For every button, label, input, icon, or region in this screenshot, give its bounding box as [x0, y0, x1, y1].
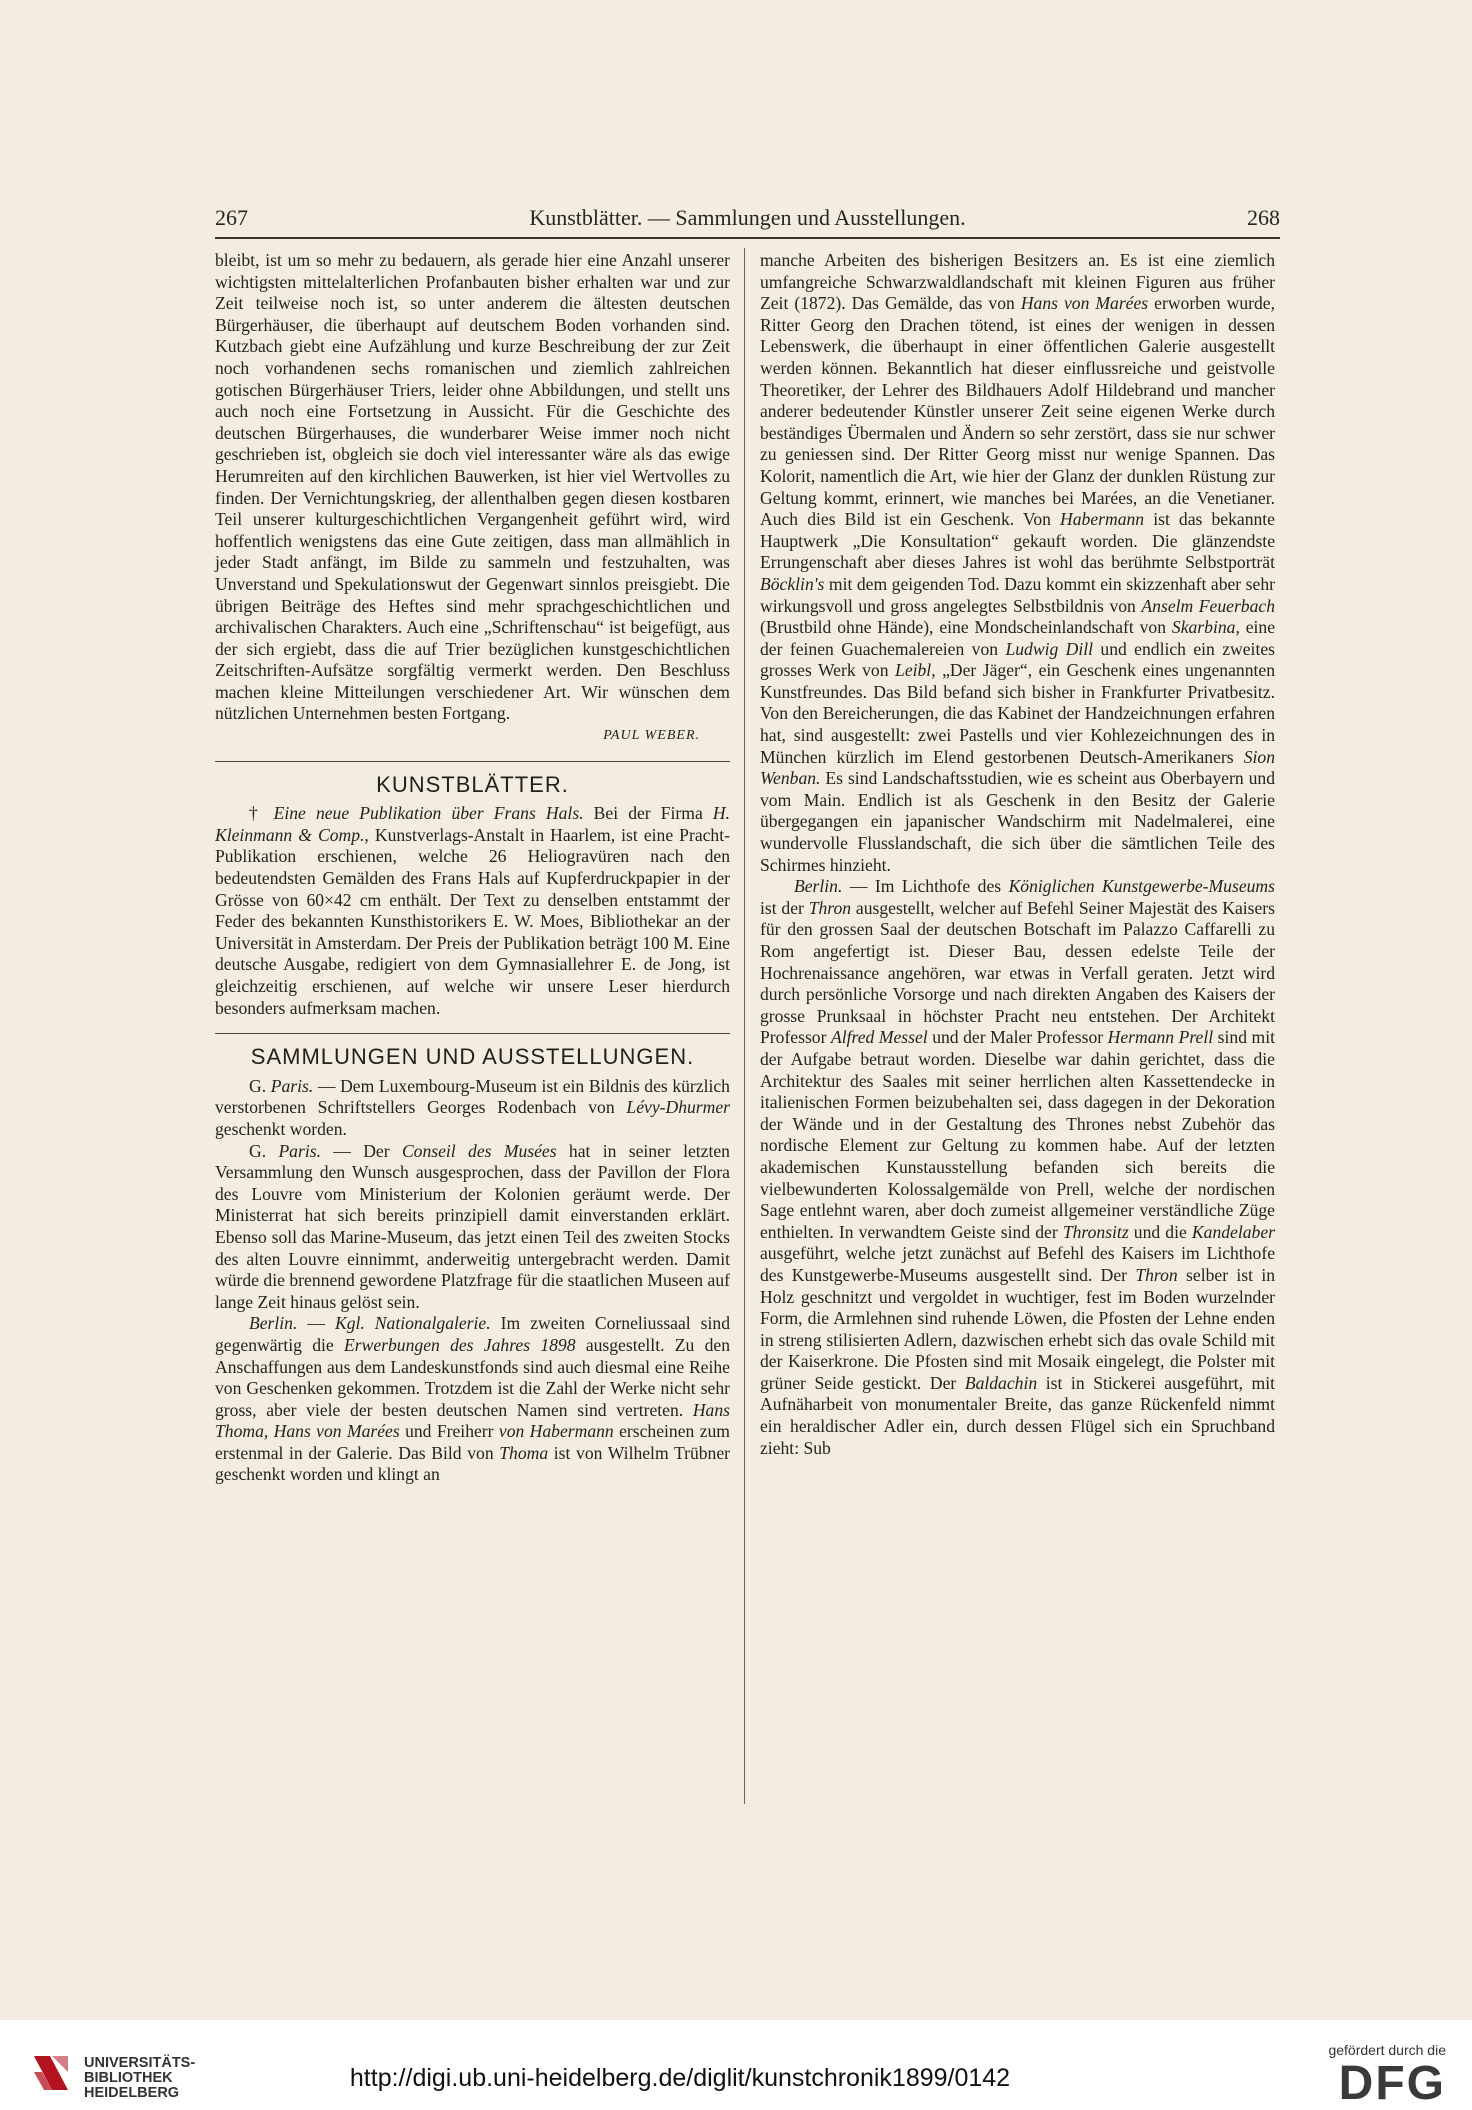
- permalink-url[interactable]: http://digi.ub.uni-heidelberg.de/diglit/kunstchronik1899/0142: [349, 2064, 1011, 2092]
- text-run: ist von Wilhelm Trübner geschenkt worden und klingt an: [215, 1442, 731, 1485]
- text-run: , eine der feinen Guachemalereien von: [760, 617, 1276, 659]
- artist-name: Böcklin's: [760, 573, 825, 594]
- text-run: —: [297, 1313, 335, 1334]
- column-divider: [744, 248, 745, 1804]
- trier-review-paragraph: bleibt, ist um so mehr zu bedauern, als gerade hier eine Anzahl unserer wichtigsten mittelalterlichen Profanbauten bisher erhalten war und zur Zeit teilweise noch ist, so unter anderem die ältesten deutschen Bürgerhäuser, die überhaupt auf deutschem Boden vorhanden sind. Kutzbach giebt eine Aufzählung und kurze Beschreibung der zur Zeit noch vorhandenen sechs romanischen und ziemlich zahlreichen gotischen Bürgerhäuser Triers, leider ohne Abbildungen, und stellt uns auch noch eine Fortsetzung in Aussicht. Für die Geschichte des deutschen Bürgerhauses, die wunderbarer Weise immer noch nicht geschrieben ist, obgleich sie doch viel interessanter wäre als das ewige Herumreiten auf den kirchlichen Bauwerken, ist hier viel Wertvolles zu finden. Der Vernichtungskrieg, der allenthalben gegen diesen kostbaren Teil unserer kulturgeschichtlichen Vergangenheit geführt wird, wird hoffentlich wenigstens das eine Gute zeitigen, dass man allmählich in jeder Stadt anfängt, im Bilde zu sammeln und festzuhalten, was Unverstand und Spekulationswut der Gegenwart sinnlos preisgiebt. Die übrigen Beiträge des Heftes sind mehr sprachgeschichtlichen und archivalischen Charakters. Auch eine „Schriftenschau“ ist beigefügt, aus der sich ergiebt, dass die auf Trier bezüglichen kunstgeschichtlichen Zeitschriften-Aufsätze sorgfältig vermerkt werden. Den Beschluss machen kleine Mitteilungen verschiedener Art. Wir wünschen dem nützlichen Unternehmen besten Fortgang.: [215, 250, 730, 724]
- institution-name: Königlichen Kunstgewerbe-Museums: [1008, 876, 1275, 897]
- louvre-paragraph: [215, 1141, 730, 1314]
- text-run: Es sind Landschaftsstudien, wie es scheint aus Oberbayern und vom Main. Endlich ist als Geschenk in den Besitz der Galerie übergegangen ein japanischer Wandschirm mit Nadelmalerei, eine wundervolle Flusslandschaft, die sich über die sämtlichen Teile des Schirmes hinzieht.: [760, 768, 1275, 875]
- text-run: ist das bekannte Hauptwerk „Die Konsultation“ gekauft worden. Die glänzendste Errungenschaft aber dieses Jahres ist wohl das berühmte Selbstporträt: [760, 509, 1275, 573]
- text-run: erscheinen zum erstenmal in der Galerie. Das Bild von: [215, 1421, 730, 1463]
- dagger-mark: †: [249, 803, 264, 824]
- text-run: ausgeführt, welche jetzt zunächst auf Befehl des Kaisers im Lichthofe des Kunstgewerbe-Museums ausgestellt sind. Der: [760, 1243, 1275, 1285]
- exhibition-name: Erwerbungen des Jahres 1898: [344, 1334, 576, 1355]
- text-run: und Freiherr: [399, 1421, 499, 1442]
- artist-names: Hans Thoma, Hans von Marées: [215, 1399, 730, 1442]
- object-name: Thron: [1135, 1264, 1178, 1285]
- city-name: Berlin.: [794, 876, 843, 897]
- text-run: selber ist in Holz geschnitzt und vergoldet in wuchtiger, fest im Boden wurzelnder Form, die Armlehnen sind ruhende Löwen, die Pfosten der Lehne enden in streng stilisierten Adlern, dazwischen erhebt sich das ovale Schild mit der Kaiserkrone. Die Pfosten sind mit Mosaik eingelegt, die Polster mit grüner Seide gestickt. Der: [760, 1264, 1276, 1393]
- person-name: Hermann Prell: [1107, 1027, 1214, 1048]
- text-run: , „Der Jäger“, ein Geschenk eines ungenannten Kunstfreundes. Das Bild befand sich bisher in Frankfurter Privatbesitz. Von den Bereicherungen, die das Kabinet der Handzeichnungen erfahren hat, sind ausgestellt: zwei Pastells und vier Kohlezeichnungen des in München kürzlich im Elend gestorbenen Deutsch-Amerikaners: [760, 660, 1275, 767]
- text-run: und endlich ein zweites grosses Werk von: [760, 638, 1275, 681]
- section-title-sammlungen: SAMMLUNGEN UND AUSSTELLUNGEN.: [250, 1044, 695, 1070]
- frans-hals-heading: Eine neue Publikation über Frans Hals.: [273, 803, 584, 824]
- text-run: — Dem Luxembourg-Museum ist ein Bildnis des kürzlich verstorbenen Schriftstellers Georges Rodenbach von: [215, 1075, 730, 1118]
- institution-name: Conseil des Musées: [401, 1140, 557, 1161]
- page-number-right: 268: [1247, 205, 1280, 230]
- city-name: Berlin.: [249, 1313, 298, 1334]
- text-run: erworben wurde, Ritter Georg den Drachen tötend, ist eines der wenigen in dessen Lebenswerk, die überhaupt in einer öffentlichen Galerie ausgestellt werden können. Bekanntlich hat dieser einflussreiche und geistvolle Theoretiker, der Lehrer des Bildhauers Adolf Hildebrand und mancher anderer bedeutender Künstler unserer Zeit seine eigenen Werke durch beständiges Übermalen und Ändern so sehr zerstört, dass sie nur schwer zu geniessen sind. Der Ritter Georg misst nur wenige Spannen. Das Kolorit, namentlich die Art, wie hier der Glanz der dunklen Rüstung zur Geltung kommt, erinnert, wie manches bei Marées, an die Venetianer. Auch dies Bild ist ein Geschenk. Von: [760, 293, 1275, 530]
- person-name: Alfred Messel: [830, 1027, 928, 1048]
- institution-name: Kgl. Nationalgalerie.: [334, 1313, 491, 1334]
- publisher-name: H. Kleinmann & Comp.: [215, 803, 730, 845]
- running-title: Kunstblätter. — Sammlungen und Ausstellungen.: [529, 205, 966, 230]
- author-signature: PAUL WEBER.: [603, 728, 700, 744]
- page-number-left: 267: [215, 205, 248, 230]
- header-rule: [215, 237, 1280, 239]
- university-library-logo-icon: [28, 2050, 74, 2096]
- section-rule: [215, 1033, 730, 1034]
- artist-name: Leibl: [895, 660, 932, 681]
- nationalgalerie-paragraph: [215, 1313, 730, 1486]
- text-run: sind mit der Aufgabe betraut worden. Dieselbe war dahin gerichtet, dass die Architektur des Saales mit seiner herrlichen alten Kassettendecke in italienischen Formen beizubehalten sei, dass dagegen in der Dekoration der Wände und in der Gestaltung des Thrones nebst Zubehör das nordische Element zur Geltung zu kommen habe. Auf der letzten akademischen Kunstausstellung befanden sich bereits die vielbewunderten Kolossalgemälde von Prell, welche der nordischen Sage entlehnt waren, aber doch zumeist allgemeiner verständliche Züge enthielten. In verwandtem Geiste sind der: [760, 1027, 1275, 1242]
- text-run: ausgestellt. Zu den Anschaffungen aus dem Landeskunstfonds sind auch diesmal eine Reihe von Geschenken gekommen. Trotzdem ist die Zahl der Werke nicht sehr gross, aber viele der besten deutschen Namen sind vertreten.: [215, 1334, 730, 1420]
- text-run: hat in seiner letzten Versammlung den Wunsch ausgesprochen, dass der Pavillon der Flora des Louvre vom Ministerium der Kolonien geräumt werde. Der Ministerrat hat sich bereits prinzipiell damit einverstanden erklärt. Ebenso soll das Marine-Museum, das jetzt einen Teil des zweiten Stocks des alten Louvre einnimmt, anderweitig untergebracht werden. Damit würde die brennend gewordene Platzfrage für die staatlichen Museen auf lange Zeit hinaus gelöst sein.: [215, 1140, 730, 1312]
- artist-name: Lévy-Dhurmer: [626, 1097, 730, 1118]
- city-name: Paris.: [270, 1075, 314, 1096]
- city-name: Paris.: [278, 1140, 321, 1161]
- artist-name: Skarbina: [1171, 617, 1236, 638]
- artist-name: von Habermann: [498, 1421, 614, 1442]
- frans-hals-paragraph: [215, 803, 730, 1019]
- section-title-kunstblaetter: KUNSTBLÄTTER.: [376, 771, 569, 797]
- dfg-logo: DFG: [1338, 2057, 1446, 2110]
- section-rule: [215, 761, 730, 762]
- text-run: und die: [1128, 1221, 1192, 1242]
- left-column: [215, 250, 730, 1486]
- running-head: [215, 205, 1280, 235]
- artist-name: Habermann: [1060, 509, 1145, 530]
- text-run: G.: [249, 1140, 279, 1161]
- object-name: Baldachin: [964, 1372, 1038, 1393]
- artist-name: Anselm Feuerbach: [1141, 595, 1276, 616]
- text-run: Im zweiten Corneliussaal sind gegenwärtig die: [215, 1313, 731, 1355]
- artist-name: Sion Wenban.: [760, 746, 1275, 789]
- digitization-footer: [0, 2020, 1472, 2109]
- artist-name: Hans von Marées: [1020, 293, 1149, 314]
- university-library-name: [84, 2056, 195, 2101]
- text-run: , Kunstverlags-Anstalt in Haarlem, ist eine Pracht-Publikation erschienen, welche 26 Heliogravüren nach den bedeutendsten Gemälden des Frans Hals auf Kupferdruckpapier in der Grösse von 60×42 cm enthält. Der Text zu denselben entstammt der Feder des bekannten Kunsthistorikers E. W. Moes, Bibliothekar an der Universität in Amsterdam. Der Preis der Publikation beträgt 100 M. Eine deutsche Ausgabe, redigiert von dem Gymnasiallehrer E. de Jong, ist gleichzeitig erschienen, auf welche wir unsere Leser hierdurch besonders aufmerksam machen.: [215, 824, 730, 1018]
- text-run: G.: [249, 1075, 271, 1096]
- text-run: ist in Stickerei ausgeführt, mit Aufnäharbeit von monumentaler Breite, das ganze Rückenfeld nimmt ein heraldischer Adler ein, durch dessen Flügel sich ein Spruchband zieht: Sub: [760, 1372, 1276, 1458]
- text-run: (Brustbild ohne Hände), eine Mondscheinlandschaft von: [760, 617, 1172, 638]
- text-run: Bei der Firma: [583, 803, 713, 824]
- text-run: mit dem geigenden Tod. Dazu kommt ein skizzenhaft aber sehr wirkungsvoll und gross angelegtes Selbstbildnis von: [760, 573, 1275, 616]
- text-run: und der Maler Professor: [927, 1027, 1108, 1048]
- acquisitions-paragraph: [760, 250, 1275, 876]
- uni-name-line: BIBLIOTHEK: [84, 2070, 173, 2086]
- text-run: ausgestellt, welcher auf Befehl Seiner Majestät des Kaisers für den grossen Saal der deutschen Botschaft im Palazzo Caffarelli zu Rom angefertigt ist. Dieser Bau, dessen edelste Teile der Hochrenaissance angehören, war etwas in Verfall geraten. Jetzt wird durch persönliche Vorsorge und nach direkten Angaben des Kaisers der grosse Prunksaal in höchster Pracht neu entstehen. Der Architekt Professor: [760, 897, 1276, 1048]
- artist-name: Thoma: [499, 1442, 549, 1463]
- right-column: [760, 250, 1275, 1459]
- uni-name-line: UNIVERSITÄTS-: [84, 2055, 196, 2071]
- uni-name-line: HEIDELBERG: [84, 2085, 180, 2101]
- text-run: geschenkt worden.: [215, 1118, 347, 1139]
- text-run: — Im Lichthofe des: [842, 876, 1009, 897]
- object-name: Thronsitz: [1062, 1221, 1129, 1242]
- throne-paragraph: [760, 876, 1275, 1459]
- object-name: Kandelaber: [1191, 1221, 1275, 1242]
- object-name: Thron: [808, 897, 852, 918]
- text-run: manche Arbeiten des bisherigen Besitzers an. Es ist eine ziemlich umfangreiche Schwarzwaldlandschaft mit kleinen Figuren aus früher Zeit (1872). Das Gemälde, das von: [760, 250, 1275, 314]
- funding-label: gefördert durch die: [1328, 2042, 1446, 2058]
- text-run: ist der: [760, 897, 809, 918]
- text-run: — Der: [320, 1140, 402, 1161]
- rodenbach-paragraph: [215, 1076, 730, 1141]
- artist-name: Ludwig Dill: [1005, 638, 1094, 659]
